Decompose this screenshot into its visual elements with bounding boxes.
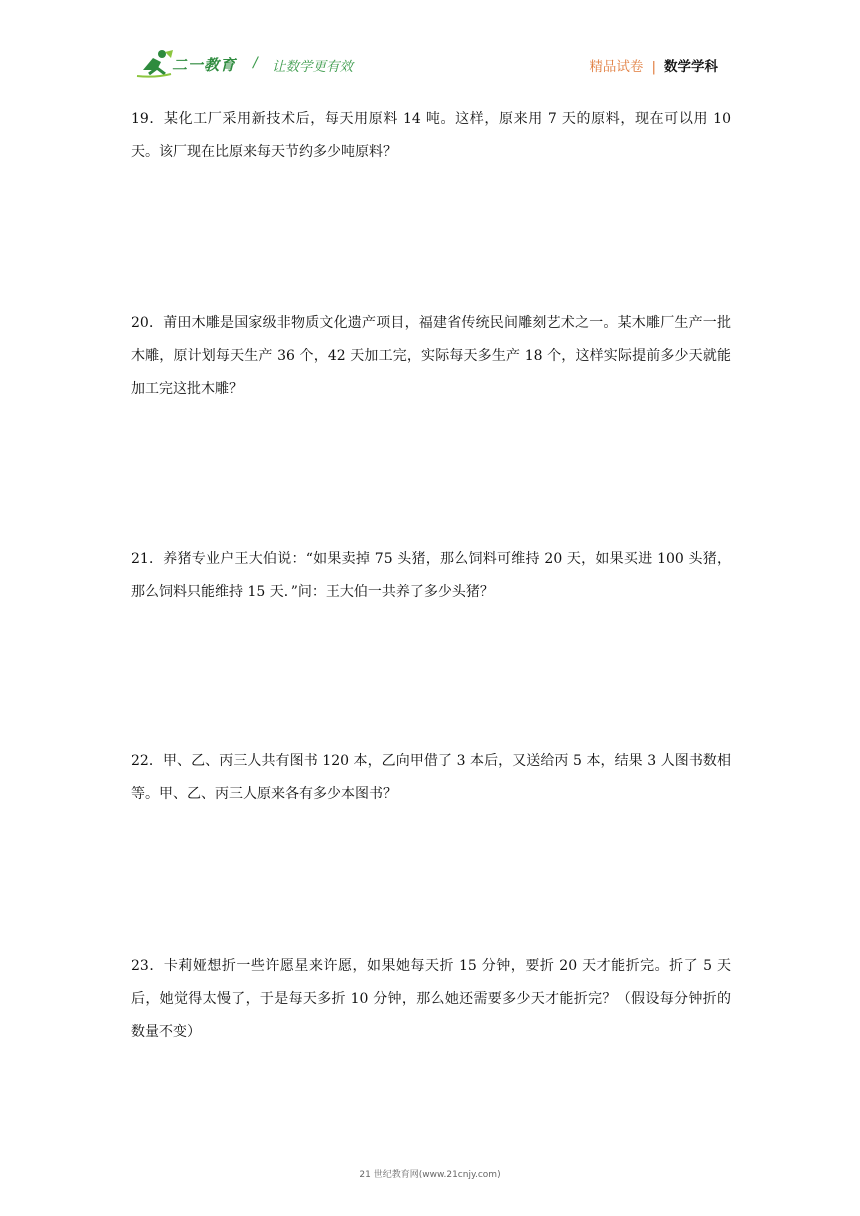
quality-label: 精品试卷 (589, 59, 644, 75)
page-footer: 21 世纪教育网(www.21cnjy.com) (359, 1170, 501, 1180)
question-20: 20．莆田木雕是国家级非物质文化遗产项目，福建省传统民间雕刻艺术之一。某木雕厂生产一批木雕，原计划每天生产 36 个，42 天加工完，实际每天多生产 18 个，这样实际提前多少天就能加工完这批木雕？ (131, 315, 731, 397)
question-23: 23．卡莉娅想折一些许愿星来许愿，如果她每天折 15 分钟，要折 20 天才能折完。折了 5 天后，她觉得太慢了，于是每天多折 10 分钟，那么她还需要多少天才能折完？（假设每分钟折的数量不变） (131, 958, 731, 1040)
question-22: 22．甲、乙、丙三人共有图书 120 本，乙向甲借了 3 本后，又送给丙 5 本，结果 3 人图书数相等。甲、乙、丙三人原来各有多少本图书？ (131, 753, 731, 802)
question-19: 19．某化工厂采用新技术后，每天用原料 14 吨。这样，原来用 7 天的原料，现在可以用 10 天。该厂现在比原来每天节约多少吨原料？ (131, 111, 731, 160)
header-right (589, 55, 718, 75)
logo-text: 二一教育 (172, 56, 237, 74)
header-divider: / (253, 55, 258, 71)
question-21: 21．养猪专业户王大伯说：“如果卖掉 75 头猪，那么饲料可维持 20 天，如果买进 100 头猪，那么饲料只能维持 15 天．”问：王大伯一共养了多少头猪？ (131, 551, 731, 600)
header-separator: | (651, 59, 656, 75)
slogan: 让数学更有效 (272, 59, 353, 75)
subject-label: 数学学科 (664, 59, 718, 75)
page-header (0, 0, 860, 100)
